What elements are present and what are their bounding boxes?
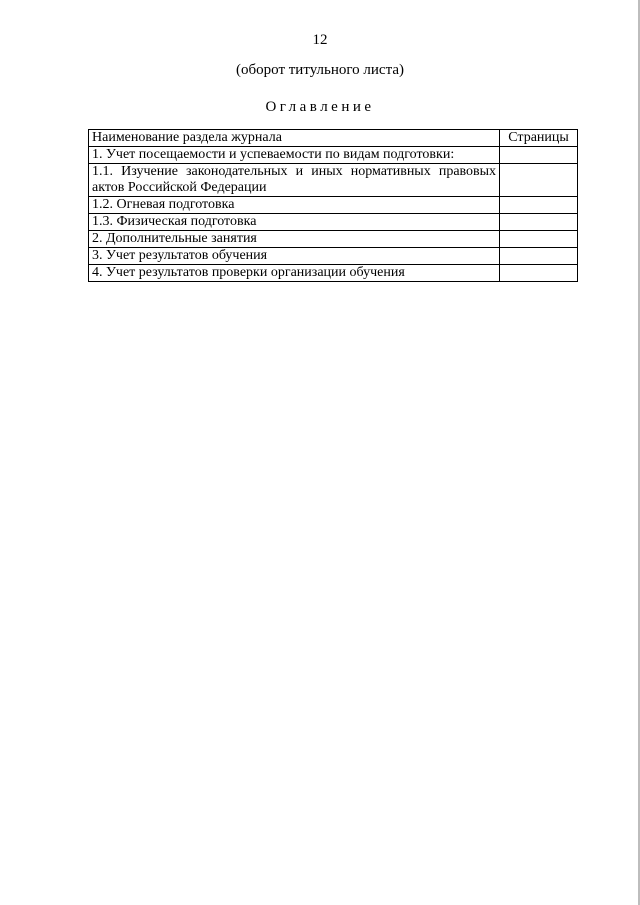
toc-table [88, 129, 578, 282]
toc-row-name: 3. Учет результатов обучения [89, 248, 500, 265]
toc-header-pages: Страницы [500, 130, 578, 147]
toc-row [89, 231, 578, 248]
toc-row-pages [500, 147, 578, 164]
toc-row-name: 1.2. Огневая подготовка [89, 197, 500, 214]
toc-row-pages [500, 248, 578, 265]
page-subtitle: (оборот титульного листа) [236, 62, 404, 78]
toc-row-name: 2. Дополнительные занятия [89, 231, 500, 248]
toc-row-pages [500, 214, 578, 231]
toc-title: Оглавление [265, 99, 375, 115]
toc-row-pages [500, 197, 578, 214]
toc-row [89, 164, 578, 197]
toc-row-name: 1. Учет посещаемости и успеваемости по видам подготовки: [89, 147, 500, 164]
page-number: 12 [312, 32, 328, 48]
toc-row-pages [500, 164, 578, 197]
toc-row [89, 265, 578, 282]
toc-header-row [89, 130, 578, 147]
toc-row [89, 197, 578, 214]
toc-row-pages [500, 231, 578, 248]
toc-header-name: Наименование раздела журнала [89, 130, 500, 147]
toc-row-name: 1.3. Физическая подготовка [89, 214, 500, 231]
toc-row-pages [500, 265, 578, 282]
toc-row [89, 214, 578, 231]
toc-row [89, 147, 578, 164]
toc-row [89, 248, 578, 265]
toc-row-name: 1.1. Изучение законодательных и иных нормативных правовых актов Российской Федерации [89, 164, 500, 197]
toc-row-name: 4. Учет результатов проверки организации обучения [89, 265, 500, 282]
